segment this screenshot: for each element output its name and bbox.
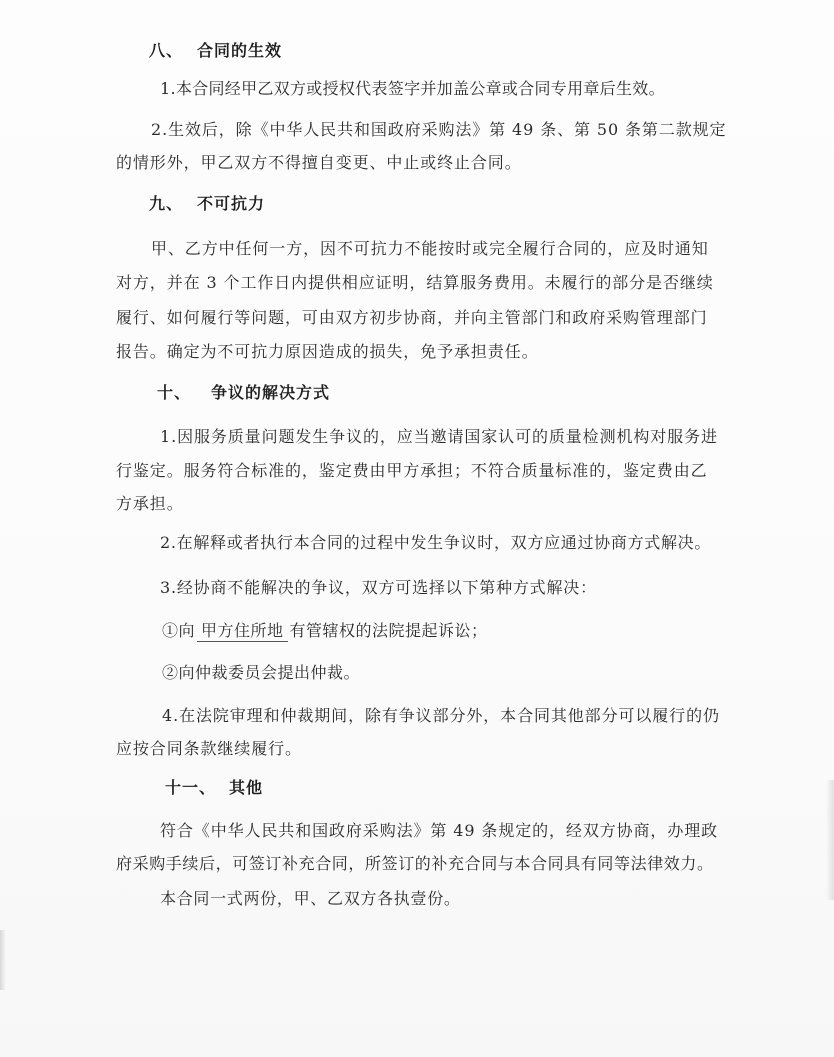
paragraph-line: 1.本合同经甲乙双方或授权代表签字并加盖公章或合同专用章后生效。 xyxy=(160,79,665,98)
paragraph-line: 对方，并在 3 个工作日内提供相应证明，结算服务费用。未履行的部分是否继续 xyxy=(116,273,714,292)
paragraph-line: 的情形外，甲乙双方不得擅自变更、中止或终止合同。 xyxy=(116,153,522,172)
paragraph-line: 应按合同条款继续履行。 xyxy=(116,739,302,758)
section-heading-9 xyxy=(149,191,265,214)
dispute-option-2: ②向仲裁委员会提出仲裁。 xyxy=(162,663,361,682)
section-title: 争议的解决方式 xyxy=(211,383,331,402)
paragraph-line: 甲、乙方中任何一方，因不可抗力不能按时或完全履行合同的，应及时通知 xyxy=(151,239,709,258)
section-title: 不可抗力 xyxy=(197,194,266,213)
section-title: 其他 xyxy=(229,778,264,797)
paragraph-line: 行鉴定。服务符合标准的，鉴定费由甲方承担；不符合质量标准的，鉴定费由乙 xyxy=(116,461,708,480)
jurisdiction-fill-in: 甲方住所地 xyxy=(197,618,288,642)
paragraph-line: 2.在解释或者执行本合同的过程中发生争议时，双方应通过协商方式解决。 xyxy=(160,533,712,552)
paragraph-line: 2.生效后，除《中华人民共和国政府采购法》第 49 条、第 50 条第二款规定 xyxy=(151,120,727,139)
paragraph-line: 报告。确定为不可抗力原因造成的损失，免予承担责任。 xyxy=(116,342,539,361)
section-title: 合同的生效 xyxy=(197,41,283,60)
paragraph-line: 4.在法院审理和仲裁期间，除有争议部分外，本合同其他部分可以履行的仍 xyxy=(162,706,720,725)
paragraph-line: 符合《中华人民共和国政府采购法》第 49 条规定的，经双方协商，办理政 xyxy=(160,821,719,840)
option-prefix: ①向 xyxy=(162,621,196,640)
scan-edge-shadow xyxy=(826,780,834,900)
section-heading-10 xyxy=(157,380,330,403)
paragraph-line: 方承担。 xyxy=(116,494,184,513)
option-suffix: 有管辖权的法院提起诉讼； xyxy=(289,621,488,640)
scan-edge-shadow xyxy=(0,930,6,990)
paragraph-line: 履行、如何履行等问题，可由双方初步协商，并向主管部门和政府采购管理部门 xyxy=(116,308,708,327)
section-number: 八、 xyxy=(149,41,184,60)
section-number: 十一、 xyxy=(165,778,217,797)
paragraph-line: 府采购手续后，可签订补充合同，所签订的补充合同与本合同具有同等法律效力。 xyxy=(116,854,714,873)
section-heading-11 xyxy=(165,775,263,798)
paragraph-line: 3.经协商不能解决的争议，双方可选择以下第种方式解决： xyxy=(160,578,597,597)
paragraph-line: 1.因服务质量问题发生争议的，应当邀请国家认可的质量检测机构对服务进 xyxy=(160,427,718,446)
dispute-option-1 xyxy=(162,618,488,642)
section-number: 十、 xyxy=(157,383,192,402)
paragraph-line: 本合同一式两份，甲、乙双方各执壹份。 xyxy=(160,889,461,908)
section-heading-8 xyxy=(149,38,282,61)
section-number: 九、 xyxy=(149,194,184,213)
